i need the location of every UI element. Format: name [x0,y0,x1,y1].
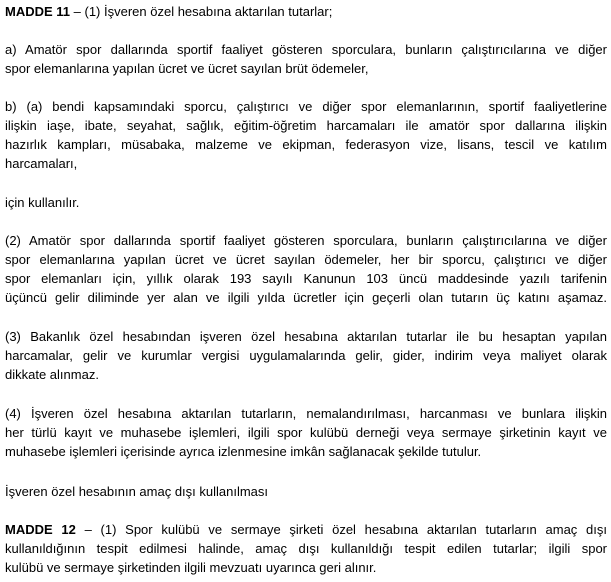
para-2-line-1: (2) Amatör spor dallarında sportif faaliyet gösteren sporculara, bunların çalıştırıcılarına ve diğer [5,233,607,248]
closing-line: için kullanılır. [5,195,80,210]
para-4-line-3: muhasebe işlemleri içerisinde ayrıca izlenmesine imkân sağlanacak şekilde tutulur. [5,444,482,459]
madde-12-line-1 [5,520,607,539]
para-3-line-3: dikkate alınmaz. [5,367,99,382]
madde-12-line-2: kullanıldığının tespit edilmesi halinde, amaç dışı kullanıldığı tespit edilen tutarlar; ilgili spor [5,541,607,556]
madde-11-intro-text: – (1) İşveren özel hesabına aktarılan tutarlar; [70,4,333,19]
para-4-line-2: her türlü kayıt ve muhasebe işlemleri, ilgili spor kulübü derneği veya sermaye şirketinin kayıt ve [5,425,607,440]
madde-11-heading: MADDE 11 [5,4,71,19]
para-4-line-1: (4) İşveren özel hesabına aktarılan tutarların, nemalandırılması, harcanması ve bunlara ilişkin [5,406,607,421]
madde-11-intro [5,2,332,21]
para-3-line-2: harcamalar, gelir ve kurumlar vergisi uygulamalarında gelir, gider, indirim veya maliyet olarak [5,348,607,363]
para-a-line-1: a) Amatör spor dallarında sportif faaliyet gösteren sporculara, bunların çalıştırıcılarına ve diğer [5,42,607,57]
para-a-line-2: spor elemanlarına yapılan ücret ve ücret sayılan brüt ödemeler, [5,61,369,76]
madde-12-line-1-text: – (1) Spor kulübü ve sermaye şirketi özel hesabına aktarılan tutarların amaç dışı [75,522,607,537]
para-b-line-4: harcamaları, [5,156,78,171]
para-b-line-1: b) (a) bendi kapsamındaki sporcu, çalıştırıcı ve diğer spor elemanlarının, sportif faaliyetlerine [5,99,607,114]
para-2-line-2: spor elemanlarına yapılan ücret ve ücret sayılan ödemeler, her bir sporcu, çalıştırıcı ve diğer [5,252,607,267]
madde-12-heading: MADDE 12 [5,522,76,537]
para-b-line-2: ilişkin iaşe, ibate, seyahat, sağlık, eğitim-öğretim harcamaları ile amatör spor dallarına ilişkin [5,118,607,133]
para-3-line-1: (3) Bakanlık özel hesabından işveren özel hesabına aktarılan tutarlar ile bu hesaptan yapılan [5,329,607,344]
para-2-line-4: üçüncü gelir diliminde yer alan ve ilgili yılda ücretler için geçerli olan tutarın üç katını aşamaz. [5,290,607,305]
madde-12-line-3: kulübü ve sermaye şirketinden ilgili mevzuatı uyarınca geri alınır. [5,560,377,575]
para-2-line-3: spor elemanları için, yıllık olarak 193 sayılı Kanunun 103 üncü maddesinde yazılı tarifenin [5,271,607,286]
para-b-line-3: hazırlık kampları, müsabaka, malzeme ve ekipman, federasyon vize, lisans, tescil ve katılım [5,137,607,152]
section-title: İşveren özel hesabının amaç dışı kullanılması [5,484,269,499]
